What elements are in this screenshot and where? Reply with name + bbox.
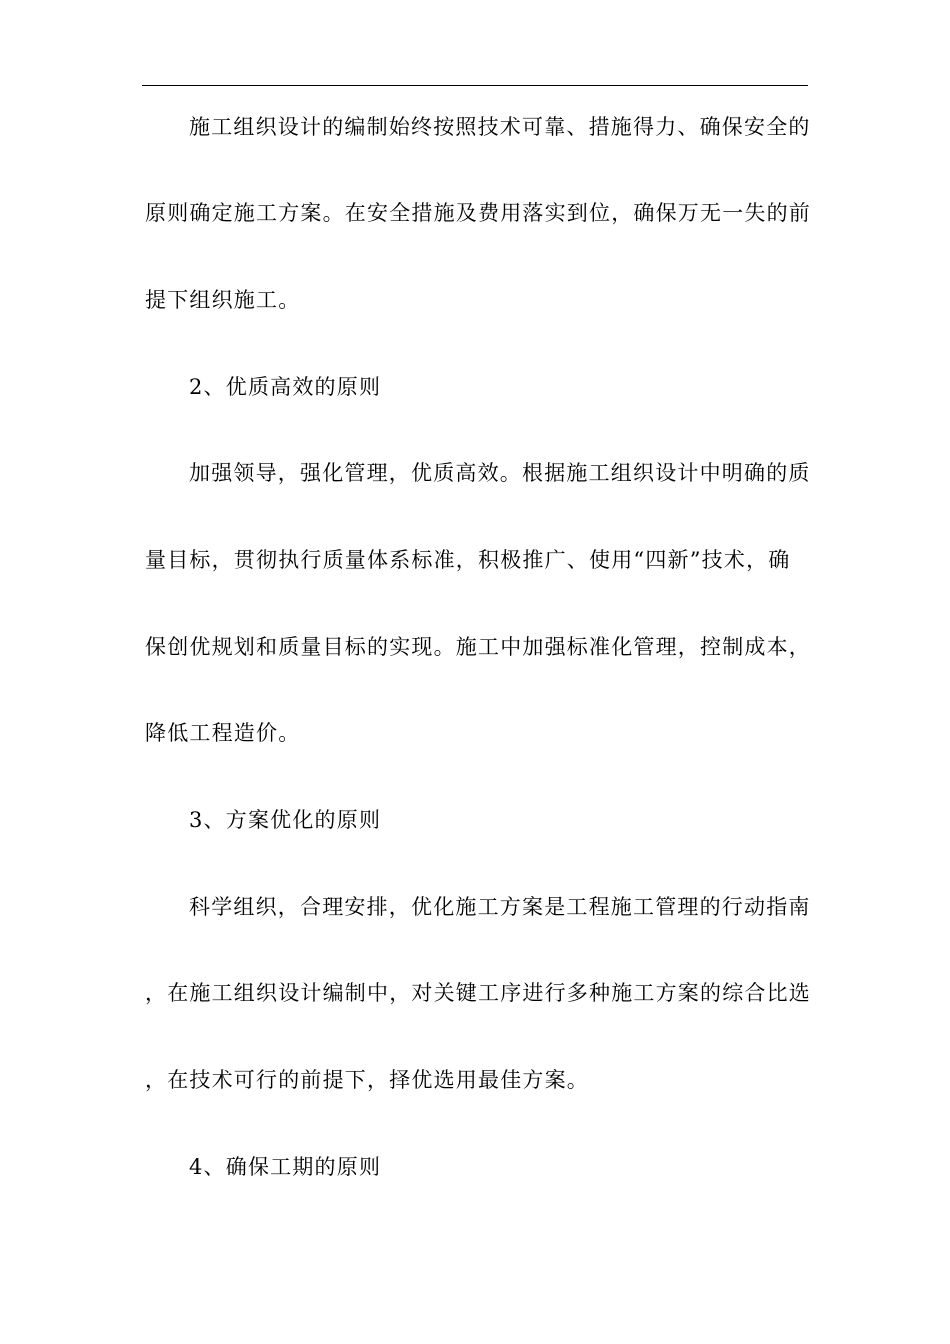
paragraph-2-line-4: 降低工程造价。 <box>145 721 301 745</box>
paragraph-3-line-3: ，在技术可行的前提下，择优选用最佳方案。 <box>145 1068 589 1092</box>
section-heading-3: 3、方案优化的原则 <box>189 808 382 832</box>
paragraph-1-line-3: 提下组织施工。 <box>145 288 301 312</box>
paragraph-2-line-1: 加强领导，强化管理，优质高效。根据施工组织设计中明确的质 <box>189 461 811 485</box>
paragraph-3-line-1: 科学组织，合理安排，优化施工方案是工程施工管理的行动指南 <box>189 895 811 919</box>
paragraph-2-line-2: 量目标，贯彻执行质量体系标准，积极推广、使用“四新”技术，确 <box>145 548 791 572</box>
section-heading-2: 2、优质高效的原则 <box>189 375 382 399</box>
header-rule <box>142 85 808 86</box>
paragraph-2-line-3: 保创优规划和质量目标的实现。施工中加强标准化管理，控制成本， <box>145 635 811 659</box>
paragraph-1-line-2: 原则确定施工方案。在安全措施及费用落实到位，确保万无一失的前 <box>145 201 811 225</box>
paragraph-1-line-1: 施工组织设计的编制始终按照技术可靠、措施得力、确保安全的 <box>189 115 811 139</box>
section-heading-4: 4、确保工期的原则 <box>189 1155 382 1179</box>
paragraph-3-line-2: ，在施工组织设计编制中，对关键工序进行多种施工方案的综合比选 <box>145 981 811 1005</box>
